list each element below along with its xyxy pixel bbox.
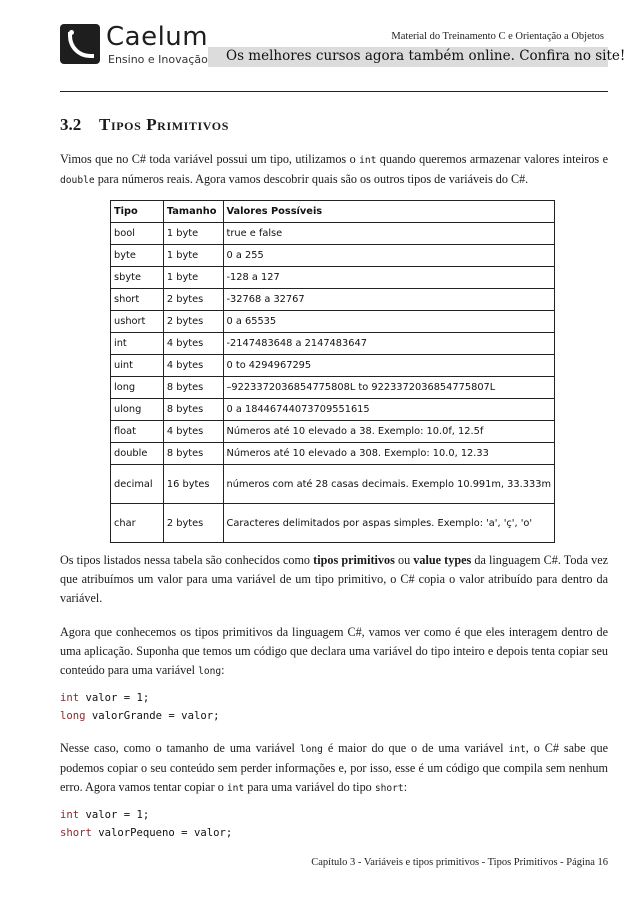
table-cell: 4 bytes bbox=[163, 355, 223, 377]
table-cell: -32768 a 32767 bbox=[223, 289, 554, 311]
bold-term: tipos primitivos bbox=[313, 553, 395, 567]
table-row bbox=[111, 399, 555, 421]
inline-code: long bbox=[299, 744, 323, 755]
table-cell: 4 bytes bbox=[163, 333, 223, 355]
code-line: int valor = 1; bbox=[60, 692, 150, 704]
code-line: long valorGrande = valor; bbox=[60, 710, 220, 722]
promo-banner-text: Os melhores cursos agora também online. Confira no site! bbox=[226, 48, 626, 64]
table-cell: short bbox=[111, 289, 164, 311]
table-cell: -128 a 127 bbox=[223, 267, 554, 289]
table-cell: byte bbox=[111, 245, 164, 267]
table-cell: double bbox=[111, 443, 164, 465]
table-cell: bool bbox=[111, 223, 164, 245]
code-line: int valor = 1; bbox=[60, 809, 150, 821]
table-row bbox=[111, 465, 555, 504]
table-cell: 1 byte bbox=[163, 223, 223, 245]
table-cell: 1 byte bbox=[163, 267, 223, 289]
table-cell: decimal bbox=[111, 465, 164, 504]
table-cell: Números até 10 elevado a 308. Exemplo: 10.0, 12.33 bbox=[223, 443, 554, 465]
table-cell: 2 bytes bbox=[163, 311, 223, 333]
table-cell: –9223372036854775808L to 9223372036854775807L bbox=[223, 377, 554, 399]
document-title: Material do Treinamento C e Orientação a Objetos bbox=[391, 31, 604, 42]
table-header-cell: Valores Possíveis bbox=[223, 201, 554, 223]
table-row bbox=[111, 355, 555, 377]
table-cell: Números até 10 elevado a 38. Exemplo: 10.0f, 12.5f bbox=[223, 421, 554, 443]
table-cell: 0 a 18446744073709551615 bbox=[223, 399, 554, 421]
table-row bbox=[111, 311, 555, 333]
bold-term: value types bbox=[413, 553, 472, 567]
inline-code: long bbox=[198, 666, 222, 677]
logo-tagline: Ensino e Inovação bbox=[108, 53, 208, 66]
inline-code: short bbox=[374, 783, 404, 794]
table-cell: float bbox=[111, 421, 164, 443]
code-block bbox=[60, 689, 219, 725]
table-row bbox=[111, 289, 555, 311]
code-line: short valorPequeno = valor; bbox=[60, 827, 233, 839]
inline-code: int bbox=[508, 744, 526, 755]
table-row bbox=[111, 504, 555, 543]
table-cell: int bbox=[111, 333, 164, 355]
table-cell: 4 bytes bbox=[163, 421, 223, 443]
inline-code: double bbox=[60, 175, 95, 186]
table-cell: 1 byte bbox=[163, 245, 223, 267]
section-title: Tipos Primitivos bbox=[99, 115, 230, 134]
table-header-cell: Tamanho bbox=[163, 201, 223, 223]
table-row bbox=[111, 377, 555, 399]
table-cell: char bbox=[111, 504, 164, 543]
table-cell: -2147483648 a 2147483647 bbox=[223, 333, 554, 355]
table-cell: 8 bytes bbox=[163, 443, 223, 465]
table-row bbox=[111, 421, 555, 443]
table-cell: 2 bytes bbox=[163, 289, 223, 311]
table-cell: uint bbox=[111, 355, 164, 377]
long-int-paragraph: Nesse caso, como o tamanho de uma variável long é maior do que o de uma variável int, o C# sabe que podemos copiar o seu conteúdo sem perder informações e, por isso, esse é um código que compila sem nenhum erro. Agora vamos tentar copiar o int para uma variável do tipo short: bbox=[60, 741, 608, 794]
table-cell: long bbox=[111, 377, 164, 399]
table-cell: 8 bytes bbox=[163, 377, 223, 399]
primitive-types-table bbox=[110, 200, 555, 543]
table-row bbox=[111, 223, 555, 245]
table-cell: Caracteres delimitados por aspas simples. Exemplo: 'a', 'ç', 'o' bbox=[223, 504, 554, 543]
table-row bbox=[111, 333, 555, 355]
inline-code: int bbox=[226, 783, 245, 794]
table-cell: ulong bbox=[111, 399, 164, 421]
table-cell: true e false bbox=[223, 223, 554, 245]
inline-code: int bbox=[359, 155, 377, 166]
table-header-row bbox=[111, 201, 555, 223]
section-number: 3.2 bbox=[60, 115, 82, 134]
table-cell: ushort bbox=[111, 311, 164, 333]
code-block bbox=[60, 806, 232, 842]
intro-paragraph: Vimos que no C# toda variável possui um tipo, utilizamos o int quando queremos armazenar valores inteiros e double para números reais. Agora vamos descobrir quais são os outros tipos de variáveis do C#. bbox=[60, 152, 608, 186]
table-row bbox=[111, 443, 555, 465]
table-cell: 8 bytes bbox=[163, 399, 223, 421]
table-cell: 2 bytes bbox=[163, 504, 223, 543]
table-header-cell: Tipo bbox=[111, 201, 164, 223]
logo-name: Caelum bbox=[106, 22, 209, 52]
table-cell: 0 to 4294967295 bbox=[223, 355, 554, 377]
header-divider bbox=[60, 91, 608, 92]
table-row bbox=[111, 245, 555, 267]
table-cell: sbyte bbox=[111, 267, 164, 289]
table-cell: 0 a 255 bbox=[223, 245, 554, 267]
table-row bbox=[111, 267, 555, 289]
primitive-types-paragraph: Os tipos listados nessa tabela são conhecidos como tipos primitivos ou value types da linguagem C#. Toda vez que atribuímos um valor para uma variável de um tipo primitivo, o C# copia o valor atribuído para dentro da variável. bbox=[60, 553, 609, 605]
table-cell: 0 a 65535 bbox=[223, 311, 554, 333]
interaction-paragraph: Agora que conhecemos os tipos primitivos da linguagem C#, vamos ver como é que eles interagem dentro de uma aplicação. Suponha que temos um código que declara uma variável do tipo inteiro e depois tenta copiar seu conteúdo para uma variável long: bbox=[60, 625, 608, 677]
page-footer: Capítulo 3 - Variáveis e tipos primitivos - Tipos Primitivos - Página 16 bbox=[311, 857, 608, 868]
table-cell: números com até 28 casas decimais. Exemplo 10.991m, 33.333m bbox=[223, 465, 554, 504]
table-cell: 16 bytes bbox=[163, 465, 223, 504]
promo-banner[interactable] bbox=[208, 47, 626, 67]
caelum-logo-icon bbox=[60, 24, 100, 64]
